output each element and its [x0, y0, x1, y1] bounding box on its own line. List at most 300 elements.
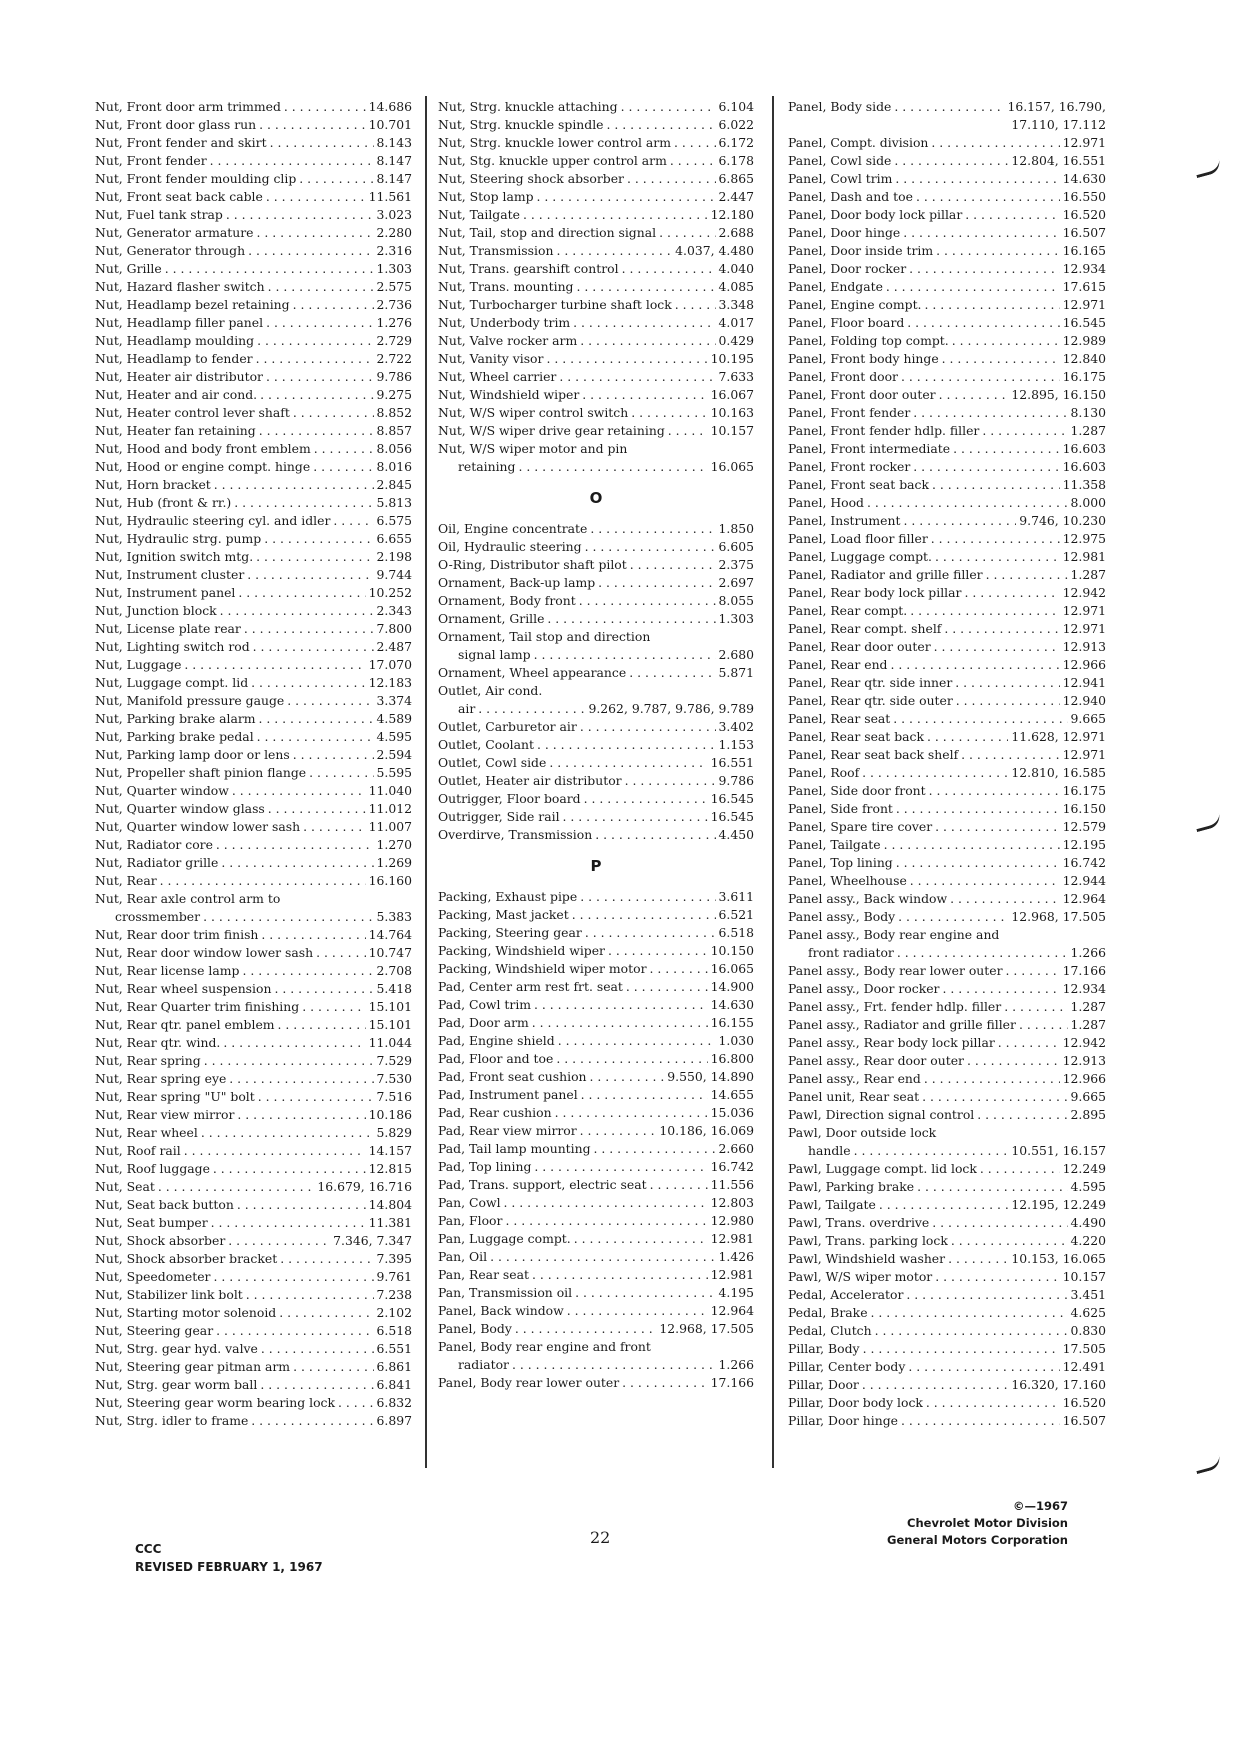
entry-reference-number: 12.981	[710, 1231, 754, 1246]
index-entry	[438, 538, 754, 556]
index-entry	[95, 584, 412, 602]
entry-label: Panel, Rear compt. shelf	[788, 621, 942, 636]
dot-leader	[982, 422, 1067, 440]
dot-leader	[270, 134, 374, 152]
index-entry	[788, 908, 1106, 926]
entry-reference-number: 3.023	[376, 207, 412, 222]
index-entry	[788, 206, 1106, 224]
dot-leader	[590, 1068, 665, 1086]
index-entry	[438, 772, 754, 790]
index-entry	[95, 1052, 412, 1070]
entry-reference-number: 7.238	[376, 1287, 412, 1302]
dot-leader	[216, 836, 374, 854]
dot-leader	[247, 566, 373, 584]
entry-label: Nut, Strg. gear worm ball	[95, 1377, 258, 1392]
entry-reference-number: 4.220	[1070, 1233, 1106, 1248]
entry-label: Nut, Strg. gear hyd. valve	[95, 1341, 258, 1356]
index-entry	[438, 1338, 754, 1356]
entry-reference-number: 9.746, 10.230	[1019, 513, 1106, 528]
entry-label: Nut, License plate rear	[95, 621, 241, 636]
index-entry	[788, 800, 1106, 818]
entry-reference-number: 2.680	[718, 647, 754, 662]
entry-reference-number: 10.150	[710, 943, 754, 958]
index-entry	[788, 944, 1106, 962]
entry-reference-number: 12.971	[1062, 135, 1106, 150]
entry-label: Panel, Rear qtr. side inner	[788, 675, 953, 690]
entry-reference-number: 16.742	[710, 1159, 754, 1174]
dot-leader	[559, 368, 715, 386]
index-entry	[788, 1106, 1106, 1124]
index-entry	[438, 1104, 754, 1122]
index-entry	[95, 548, 412, 566]
entry-reference-number: 7.346, 7.347	[333, 1233, 412, 1248]
index-entry	[95, 1340, 412, 1358]
entry-label: Nut, Speedometer	[95, 1269, 211, 1284]
index-entry	[95, 206, 412, 224]
entry-label: Panel assy., Body rear lower outer	[788, 963, 1003, 978]
index-entry	[95, 1412, 412, 1430]
entry-reference-number: 1.287	[1070, 423, 1106, 438]
dot-leader	[534, 1158, 707, 1176]
index-entry	[95, 494, 412, 512]
entry-reference-number: 9.275	[376, 387, 412, 402]
entry-label: Pan, Transmission oil	[438, 1285, 573, 1300]
dot-leader	[279, 1304, 373, 1322]
entry-reference-number: 2.688	[718, 225, 754, 240]
index-entry	[788, 1070, 1106, 1088]
dot-leader	[229, 1070, 373, 1088]
entry-reference-number: 2.487	[376, 639, 412, 654]
index-entry	[95, 908, 412, 926]
entry-reference-number: 6.521	[718, 907, 754, 922]
copyright-notice: ©—1967	[1012, 1499, 1068, 1513]
entry-label: Nut, Radiator core	[95, 837, 213, 852]
dot-leader	[932, 1214, 1067, 1232]
entry-label: Panel, Cowl side	[788, 153, 892, 168]
entry-label: Nut, Shock absorber	[95, 1233, 226, 1248]
entry-reference-number: 16.065	[710, 459, 754, 474]
entry-label: Pad, Rear cushion	[438, 1105, 552, 1120]
entry-reference-number: 9.786	[718, 773, 754, 788]
dot-leader	[863, 1340, 1060, 1358]
dot-leader	[910, 872, 1060, 890]
dot-leader	[942, 350, 1060, 368]
index-entry	[438, 1230, 754, 1248]
entry-label: Oil, Engine concentrate	[438, 521, 588, 536]
entry-label: Nut, Radiator grille	[95, 855, 219, 870]
dot-leader	[573, 314, 715, 332]
index-entry	[438, 1248, 754, 1266]
index-entry	[95, 242, 412, 260]
entry-label: Pawl, Luggage compt. lid lock	[788, 1161, 977, 1176]
index-entry	[438, 682, 754, 700]
dot-leader	[256, 548, 373, 566]
entry-reference-number: 7.633	[718, 369, 754, 384]
index-entry	[438, 592, 754, 610]
entry-label: Nut, Quarter window glass	[95, 801, 265, 816]
entry-reference-number: 16.175	[1062, 783, 1106, 798]
entry-reference-number: 2.736	[376, 297, 412, 312]
index-entry	[95, 692, 412, 710]
dot-leader	[287, 692, 373, 710]
index-entry	[788, 476, 1106, 494]
entry-label: Nut, Instrument panel	[95, 585, 236, 600]
entry-reference-number: 10.186	[368, 1107, 412, 1122]
dot-leader	[213, 1160, 366, 1178]
dot-leader	[234, 494, 373, 512]
dot-leader	[890, 656, 1059, 674]
dot-leader	[909, 260, 1060, 278]
dot-leader	[257, 728, 374, 746]
entry-reference-number: 16.603	[1062, 441, 1106, 456]
dot-leader	[898, 908, 1008, 926]
entry-label: Nut, Heater and air cond.	[95, 387, 258, 402]
index-entry	[438, 826, 754, 844]
index-entry	[95, 1088, 412, 1106]
entry-reference-number: 10.157	[1062, 1269, 1106, 1284]
entry-label: Outrigger, Side rail	[438, 809, 560, 824]
entry-reference-number: 1.269	[376, 855, 412, 870]
entry-reference-number: 9.665	[1070, 711, 1106, 726]
index-entry	[438, 646, 754, 664]
index-entry	[95, 458, 412, 476]
index-entry	[95, 728, 412, 746]
entry-reference-number: 2.102	[376, 1305, 412, 1320]
dot-leader	[266, 188, 366, 206]
entry-reference-number: 11.556	[710, 1177, 754, 1192]
index-entry	[788, 728, 1106, 746]
entry-reference-number: 17.166	[710, 1375, 754, 1390]
index-entry	[788, 368, 1106, 386]
entry-label: Nut, Lighting switch rod	[95, 639, 250, 654]
dot-leader	[961, 746, 1059, 764]
dot-leader	[903, 512, 1016, 530]
entry-label: Oil, Hydraulic steering	[438, 539, 582, 554]
index-entry	[95, 1034, 412, 1052]
dot-leader	[256, 350, 374, 368]
index-entry	[788, 674, 1106, 692]
entry-label: Nut, Valve rocker arm	[438, 333, 578, 348]
dot-leader	[1019, 1016, 1068, 1034]
dot-leader	[226, 206, 374, 224]
entry-label: Nut, Headlamp filler panel	[95, 315, 264, 330]
entry-label: Nut, Hood and body front emblem	[95, 441, 311, 456]
entry-reference-number: 10.153, 16.065	[1011, 1251, 1106, 1266]
dot-leader	[668, 422, 708, 440]
entry-reference-number: 12.815	[368, 1161, 412, 1176]
entry-reference-number: 12.971	[1062, 747, 1106, 762]
entry-label: Pillar, Body	[788, 1341, 860, 1356]
dot-leader	[650, 960, 708, 978]
entry-label: Pawl, Windshield washer	[788, 1251, 946, 1266]
index-entry	[788, 494, 1106, 512]
dot-leader	[299, 170, 373, 188]
dot-leader	[203, 908, 373, 926]
entry-label: Panel, Top lining	[788, 855, 893, 870]
page-number: 22	[590, 1528, 611, 1547]
dot-leader	[935, 548, 1060, 566]
entry-reference-number: 8.000	[1070, 495, 1106, 510]
index-entry	[95, 260, 412, 278]
entry-reference-number: 12.966	[1062, 1071, 1106, 1086]
dot-leader	[581, 1086, 708, 1104]
entry-label: Panel assy., Rear body lock pillar	[788, 1035, 995, 1050]
dot-leader	[594, 1140, 716, 1158]
entry-label: Nut, Tailgate	[438, 207, 520, 222]
entry-label: Nut, Starting motor solenoid	[95, 1305, 277, 1320]
index-entry	[788, 620, 1106, 638]
entry-label: Packing, Mast jacket	[438, 907, 569, 922]
dot-leader	[313, 458, 373, 476]
dot-leader	[505, 1212, 707, 1230]
entry-reference-number: 7.530	[376, 1071, 412, 1086]
index-entry	[438, 942, 754, 960]
index-entry	[95, 1232, 412, 1250]
index-entry	[788, 602, 1106, 620]
entry-reference-number: 10.195	[710, 351, 754, 366]
entry-label: Nut, Front door glass run	[95, 117, 257, 132]
entry-label: Nut, Stop lamp	[438, 189, 534, 204]
entry-reference-number: 6.897	[376, 1413, 412, 1428]
entry-reference-number: 17.110, 17.112	[1011, 117, 1106, 132]
entry-label: Nut, Strg. knuckle attaching	[438, 99, 618, 114]
entry-reference-number: 6.178	[718, 153, 754, 168]
entry-reference-number: 16.520	[1062, 207, 1106, 222]
entry-reference-number: 7.800	[376, 621, 412, 636]
entry-label: Pad, Front seat cushion	[438, 1069, 587, 1084]
entry-label: Outlet, Coolant	[438, 737, 534, 752]
entry-reference-number: 12.803	[710, 1195, 754, 1210]
dot-leader	[259, 422, 374, 440]
dot-leader	[549, 754, 707, 772]
entry-reference-number: 12.895, 16.150	[1011, 387, 1106, 402]
entry-label: Panel, Luggage compt.	[788, 549, 932, 564]
entry-label: Ornament, Wheel appearance	[438, 665, 627, 680]
entry-reference-number: 3.374	[376, 693, 412, 708]
entry-reference-number: 5.595	[376, 765, 412, 780]
entry-label: Pedal, Clutch	[788, 1323, 872, 1338]
entry-reference-number: 16.150	[1062, 801, 1106, 816]
entry-label: Nut, W/S wiper control switch	[438, 405, 629, 420]
index-entry	[438, 996, 754, 1014]
dot-leader	[896, 854, 1060, 872]
dot-leader	[939, 386, 1009, 404]
dot-leader	[257, 332, 373, 350]
dot-leader	[532, 1014, 708, 1032]
entry-reference-number: 15.036	[710, 1105, 754, 1120]
index-entry	[438, 404, 754, 422]
entry-reference-number: 10.252	[368, 585, 412, 600]
entry-reference-number: 12.981	[1062, 549, 1106, 564]
dot-leader	[935, 1268, 1059, 1286]
index-entry	[788, 998, 1106, 1016]
dot-leader	[537, 188, 716, 206]
entry-reference-number: 9.744	[376, 567, 412, 582]
dot-leader	[659, 224, 715, 242]
dot-leader	[261, 1340, 374, 1358]
entry-label: Packing, Steering gear	[438, 925, 582, 940]
index-entry	[438, 1050, 754, 1068]
index-entry	[95, 224, 412, 242]
dot-leader	[964, 584, 1059, 602]
entry-label: Nut, Front seat back cable	[95, 189, 263, 204]
entry-label: Pad, Instrument panel	[438, 1087, 578, 1102]
index-entry	[438, 1158, 754, 1176]
index-entry	[95, 818, 412, 836]
dot-leader	[563, 808, 708, 826]
index-entry	[788, 1232, 1106, 1250]
index-entry	[788, 314, 1106, 332]
entry-label: Panel, Engine compt.	[788, 297, 922, 312]
entry-reference-number: 16.520	[1062, 1395, 1106, 1410]
dot-leader	[951, 1232, 1068, 1250]
dot-leader	[625, 772, 716, 790]
dot-leader	[998, 1034, 1060, 1052]
index-entry	[438, 736, 754, 754]
index-column-3	[788, 98, 1106, 1430]
index-entry	[438, 1266, 754, 1284]
entry-reference-number: 10.186, 16.069	[659, 1123, 754, 1138]
entry-label: Nut, Generator through	[95, 243, 246, 258]
dot-leader	[314, 440, 374, 458]
index-entry	[95, 278, 412, 296]
dot-leader	[630, 556, 716, 574]
dot-leader	[927, 728, 1008, 746]
entry-label: Nut, Rear spring	[95, 1053, 201, 1068]
entry-reference-number: 2.729	[376, 333, 412, 348]
index-entry	[95, 998, 412, 1016]
index-entry	[438, 1194, 754, 1212]
index-entry	[788, 224, 1106, 242]
index-entry	[95, 350, 412, 368]
entry-label: Nut, Generator armature	[95, 225, 254, 240]
index-entry	[788, 1016, 1106, 1034]
index-entry	[95, 134, 412, 152]
index-entry	[788, 1268, 1106, 1286]
entry-reference-number: 2.375	[718, 557, 754, 572]
entry-label: Nut, Trans. mounting	[438, 279, 574, 294]
index-entry	[788, 1358, 1106, 1376]
entry-reference-number: 14.804	[368, 1197, 412, 1212]
dot-leader	[675, 296, 716, 314]
entry-reference-number: 6.022	[718, 117, 754, 132]
entry-label: Panel, Front door	[788, 369, 898, 384]
dot-leader	[555, 1104, 708, 1122]
entry-reference-number: 2.895	[1070, 1107, 1106, 1122]
entry-reference-number: 3.348	[718, 297, 754, 312]
entry-reference-number: 9.761	[376, 1269, 412, 1284]
index-entry	[788, 350, 1106, 368]
dot-leader	[931, 134, 1059, 152]
index-entry	[438, 278, 754, 296]
index-entry	[788, 1340, 1106, 1358]
entry-reference-number: 14.630	[1062, 171, 1106, 186]
entry-label: Pad, Tail lamp mounting	[438, 1141, 591, 1156]
dot-leader	[257, 224, 374, 242]
entry-label: Panel, Rear end	[788, 657, 888, 672]
dot-leader	[956, 692, 1060, 710]
dot-leader	[867, 494, 1068, 512]
index-entry	[95, 530, 412, 548]
entry-label: Pawl, Trans. overdrive	[788, 1215, 930, 1230]
dot-leader	[948, 1250, 1008, 1268]
entry-label: Nut, Parking brake alarm	[95, 711, 256, 726]
entry-label: Nut, Hub (front & rr.)	[95, 495, 232, 510]
entry-reference-number: 10.163	[710, 405, 754, 420]
entry-label: Nut, Manifold pressure gauge	[95, 693, 285, 708]
entry-label: Overdirve, Transmission	[438, 827, 593, 842]
entry-label: Panel, Floor board	[788, 315, 905, 330]
dot-leader	[936, 242, 1060, 260]
dot-leader	[585, 538, 716, 556]
entry-reference-number: 7.395	[376, 1251, 412, 1266]
index-entry	[788, 116, 1106, 134]
entry-label: Panel, Back window	[438, 1303, 564, 1318]
entry-label: Panel, Dash and toe	[788, 189, 913, 204]
index-entry	[95, 476, 412, 494]
entry-reference-number: 1.303	[718, 611, 754, 626]
entry-reference-number: 2.447	[718, 189, 754, 204]
index-entry	[788, 1088, 1106, 1106]
dot-leader	[518, 458, 707, 476]
entry-reference-number: 12.195, 12.249	[1011, 1197, 1106, 1212]
dot-leader	[572, 906, 716, 924]
dot-leader	[532, 1266, 708, 1284]
entry-reference-number: 8.056	[376, 441, 412, 456]
entry-label: Nut, Quarter window	[95, 783, 229, 798]
entry-reference-number: 4.450	[718, 827, 754, 842]
entry-reference-number: 12.180	[710, 207, 754, 222]
entry-reference-number: 16.165	[1062, 243, 1106, 258]
index-entry	[788, 638, 1106, 656]
index-entry	[788, 548, 1106, 566]
index-entry	[95, 800, 412, 818]
dot-leader	[935, 818, 1060, 836]
entry-reference-number: 12.942	[1062, 585, 1106, 600]
dot-leader	[293, 746, 374, 764]
entry-reference-number: 3.611	[718, 889, 754, 904]
entry-label: Ornament, Back-up lamp	[438, 575, 596, 590]
entry-label: Panel, Front fender hdlp. filler	[788, 423, 980, 438]
entry-reference-number: 8.857	[376, 423, 412, 438]
entry-reference-number: 4.085	[718, 279, 754, 294]
dot-leader	[926, 1394, 1060, 1412]
index-entry	[95, 1142, 412, 1160]
footer-right	[868, 1498, 1068, 1549]
dot-leader	[248, 242, 373, 260]
dot-leader	[251, 674, 366, 692]
entry-label: Pillar, Door	[788, 1377, 859, 1392]
dot-leader	[913, 458, 1059, 476]
entry-reference-number: 9.262, 9.787, 9.786, 9.789	[588, 701, 754, 716]
dot-leader	[967, 1052, 1060, 1070]
entry-reference-number: 7.529	[376, 1053, 412, 1068]
index-entry	[438, 1122, 754, 1140]
dot-leader	[901, 1412, 1060, 1430]
dot-leader	[244, 620, 374, 638]
dot-leader	[228, 1232, 330, 1250]
index-entry	[95, 1124, 412, 1142]
dot-leader	[264, 530, 373, 548]
entry-reference-number: 15.101	[368, 1017, 412, 1032]
entry-reference-number: 0.429	[718, 333, 754, 348]
entry-label: handle	[808, 1143, 851, 1158]
index-entry	[438, 1176, 754, 1194]
dot-leader	[910, 602, 1059, 620]
entry-label: Nut, Strg. knuckle lower control arm	[438, 135, 671, 150]
dot-leader	[598, 574, 715, 592]
index-entry	[788, 152, 1106, 170]
